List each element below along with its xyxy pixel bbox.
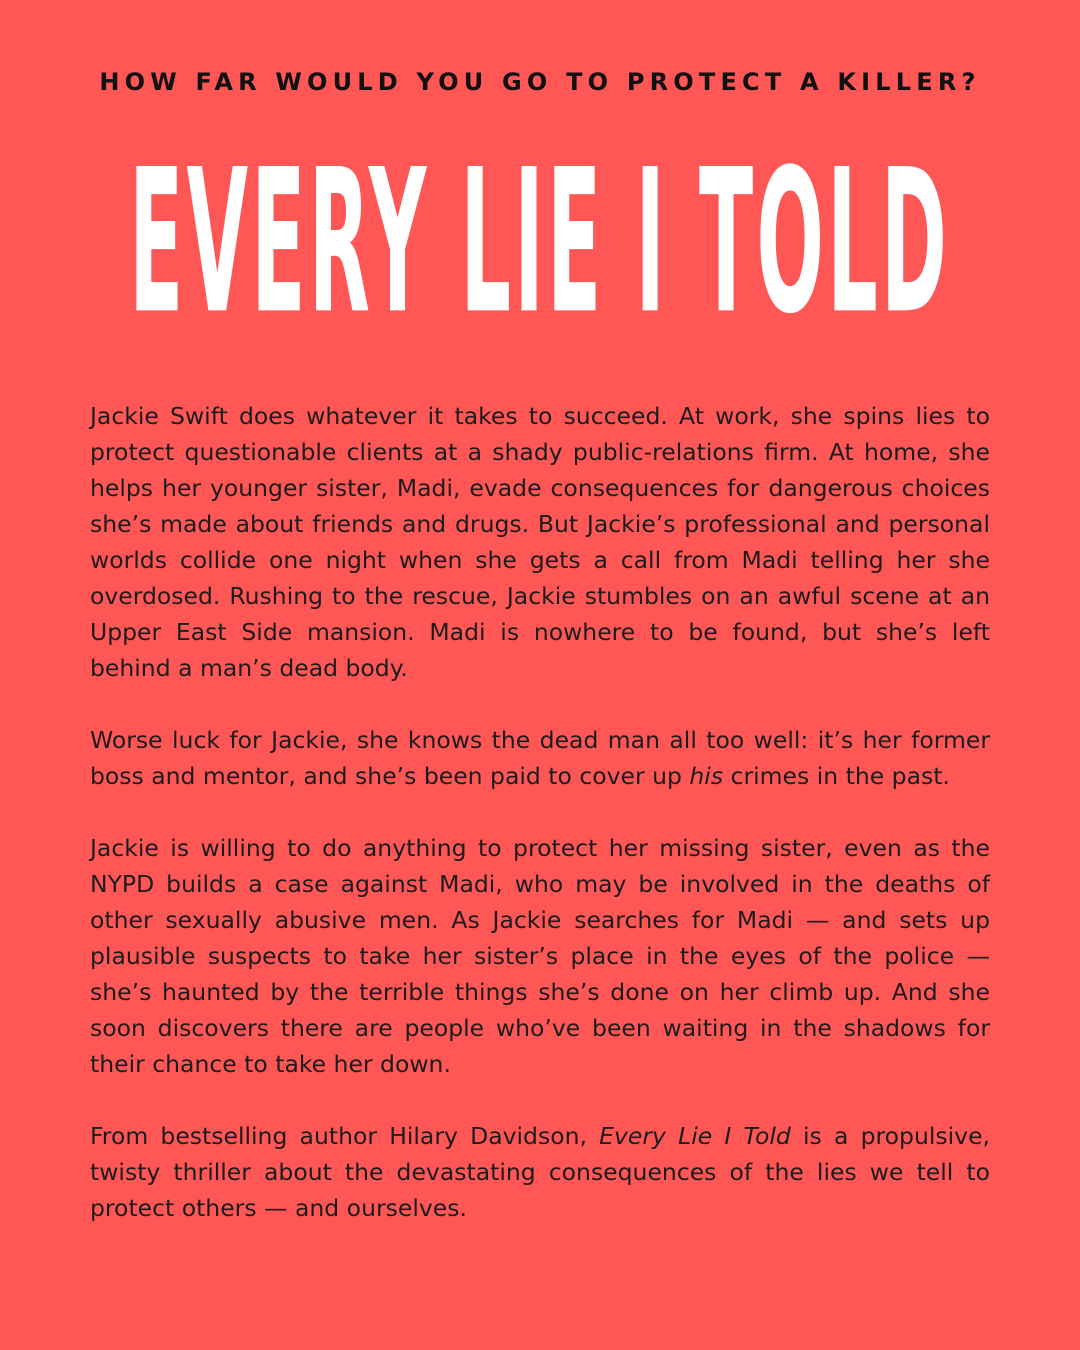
paragraph-4-text-end: is a propulsive, twisty thriller about the devastating consequences of the lies we tell to protect others — and ourselves. xyxy=(90,1122,990,1222)
book-title: EVERY LIE I TOLD xyxy=(129,128,951,358)
title-container xyxy=(0,128,1080,358)
tagline: HOW FAR WOULD YOU GO TO PROTECT A KILLER? xyxy=(99,68,981,96)
paragraph-2-text-start: Worse luck for Jackie, she knows the dead man all too well: it’s her former boss and mentor, and she’s been paid to cover up xyxy=(90,726,990,790)
paragraph-4-text-start: From bestselling author Hilary Davidson, xyxy=(90,1122,600,1150)
description-paragraph-1: Jackie Swift does whatever it takes to succeed. At work, she spins lies to protect questionable clients at a shady public-relations firm. At home, she helps her younger sister, Madi, evade consequences for dangerous choices she’s made about friends and drugs. But Jackie’s professional and personal worlds collide one night when she gets a call from Madi telling her she overdosed. Rushing to the rescue, Jackie stumbles on an awful scene at an Upper East Side mansion. Madi is nowhere to be found, but she’s left behind a man’s dead body. xyxy=(90,402,990,682)
description-paragraph-4 xyxy=(90,1118,990,1226)
paragraph-4-italic-title: Every Lie I Told xyxy=(599,1122,791,1150)
book-description xyxy=(90,398,990,1226)
paragraph-2-italic: his xyxy=(689,762,724,790)
paragraph-2-text-end: crimes in the past. xyxy=(723,762,950,790)
description-paragraph-2 xyxy=(90,722,990,794)
description-paragraph-3: Jackie is willing to do anything to protect her missing sister, even as the NYPD builds a case against Madi, who may be involved in the deaths of other sexually abusive men. As Jackie searches for Madi — and sets up plausible suspects to take her sister’s place in the eyes of the police — she’s haunted by the terrible things she’s done on her climb up. And she soon discovers there are people who’ve been waiting in the shadows for their chance to take her down. xyxy=(90,834,990,1078)
